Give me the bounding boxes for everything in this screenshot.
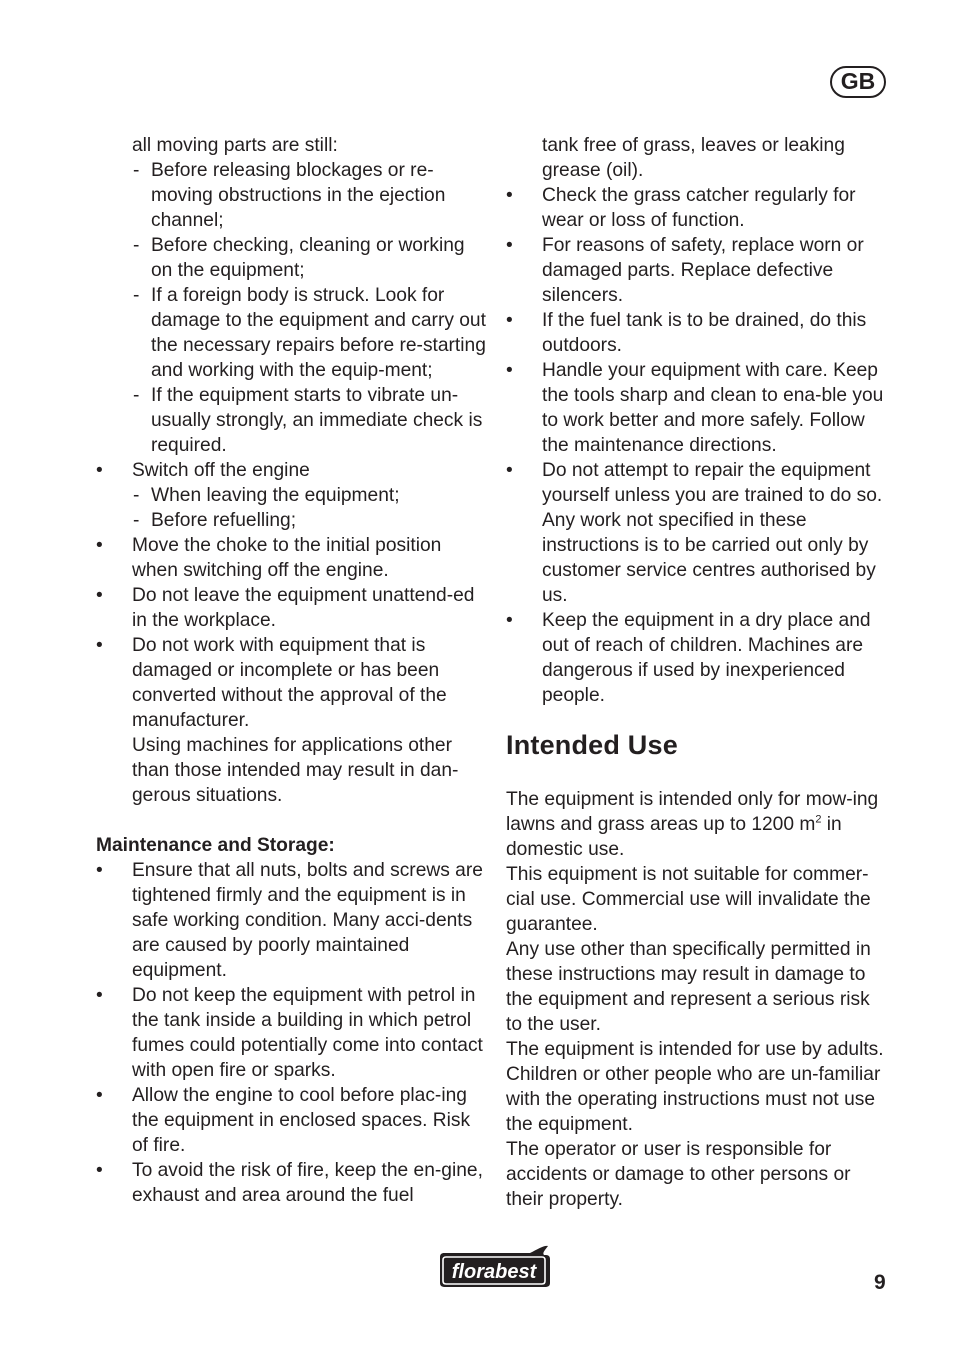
paragraph-text: in domestic use.: [506, 814, 842, 860]
list-item: • Do not attempt to repair the equipment yourself unless you are trained to do so. Any work not specified in these instructions is to be carried out only by customer service centres authorised by us.: [506, 458, 890, 608]
list-item: - Before refuelling;: [96, 508, 486, 533]
intended-use-paragraph: The equipment is intended for use by adults. Children or other people who are un-familiar with the operating instructions must not use the equipment.: [506, 1039, 884, 1135]
list-item: • To avoid the risk of fire, keep the en-gine, exhaust and area around the fuel: [96, 1158, 486, 1208]
list-item: • Check the grass catcher regularly for wear or loss of function.: [506, 183, 890, 233]
list-item: • Do not work with equipment that is damaged or incomplete or has been converted without the approval of the manufacturer.: [96, 633, 486, 733]
list-item: • Do not leave the equipment unattend-ed in the workplace.: [96, 583, 486, 633]
list-item: - Before releasing blockages or re-moving obstructions in the ejection channel;: [96, 158, 486, 233]
list-item: - Before checking, cleaning or working on the equipment;: [96, 233, 486, 283]
page-number: 9: [874, 1271, 886, 1294]
list-item: - If the equipment starts to vibrate un-usually strongly, an immediate check is required.: [96, 383, 486, 458]
maintenance-heading: Maintenance and Storage:: [96, 835, 335, 856]
intended-use-paragraph: Any use other than specifically permitted in these instructions may result in damage to the equipment and represent a serious risk to the user.: [506, 939, 871, 1035]
list-item: • Do not keep the equipment with petrol in the tank inside a building in which petrol fumes could potentially come into contact with open fire or sparks.: [96, 983, 486, 1083]
section-title: Intended Use: [506, 730, 678, 760]
intended-use-paragraph: [506, 787, 890, 862]
florabest-logo: [438, 1243, 552, 1289]
bullet-note: Using machines for applications other than those intended may result in dan-gerous situations.: [132, 735, 459, 806]
language-badge: GB: [830, 66, 886, 98]
superscript: 2: [815, 813, 822, 826]
list-item: • If the fuel tank is to be drained, do this outdoors.: [506, 308, 890, 358]
list-item: • Allow the engine to cool before plac-ing the equipment in enclosed spaces. Risk of fire.: [96, 1083, 486, 1158]
continuation-text: tank free of grass, leaves or leaking grease (oil).: [542, 135, 845, 181]
intended-use-paragraph: This equipment is not suitable for commer-cial use. Commercial use will invalidate the guarantee.: [506, 864, 871, 935]
list-item: • Handle your equipment with care. Keep the tools sharp and clean to ena-ble you to work better and more safely. Follow the maintenance directions.: [506, 358, 890, 458]
brand-name: florabest: [451, 1261, 537, 1283]
list-item: • For reasons of safety, replace worn or damaged parts. Replace defective silencers.: [506, 233, 890, 308]
right-column: [506, 133, 890, 1212]
list-item: - If a foreign body is struck. Look for damage to the equipment and carry out the necessary repairs before re-starting and working with the equip-ment;: [96, 283, 486, 383]
list-item: - When leaving the equipment;: [96, 483, 486, 508]
list-item: • Switch off the engine: [96, 458, 486, 483]
spacer: [96, 808, 486, 833]
list-item: • Ensure that all nuts, bolts and screws are tightened firmly and the equipment is in safe working condition. Many acci-dents are caused by poorly maintained equipment.: [96, 858, 486, 983]
intro-continuation: all moving parts are still:: [132, 135, 338, 156]
paragraph-text: The equipment is intended only for mow-ing lawns and grass areas up to 1200 m: [506, 789, 879, 835]
left-column: [96, 133, 486, 1208]
list-item: • Keep the equipment in a dry place and out of reach of children. Machines are dangerous if used by inexperienced people.: [506, 608, 890, 708]
list-item: • Move the choke to the initial position when switching off the engine.: [96, 533, 486, 583]
intended-use-paragraph: The operator or user is responsible for accidents or damage to other persons or their property.: [506, 1139, 851, 1210]
